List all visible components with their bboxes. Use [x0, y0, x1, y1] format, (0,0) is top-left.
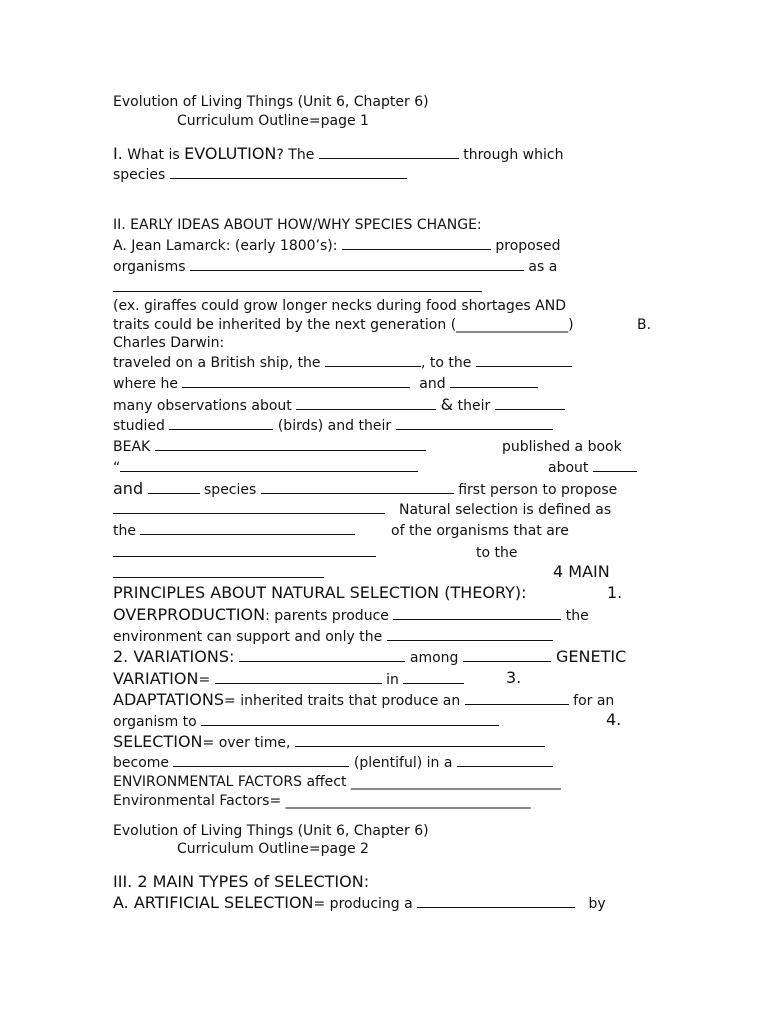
principle-number-3: 3.	[506, 668, 522, 687]
example-line-2: traits could be inherited by the next generation (________________)	[113, 317, 574, 333]
blank-field[interactable]	[201, 713, 499, 726]
text: and	[410, 376, 451, 392]
text: by	[584, 896, 606, 912]
propose-blank-line	[113, 501, 385, 519]
blank-line	[113, 565, 324, 583]
to-the-text: to the	[476, 545, 518, 561]
ampersand: &	[440, 395, 454, 414]
blank-field[interactable]	[120, 459, 418, 472]
origin-line	[113, 480, 617, 499]
blank-line	[113, 279, 482, 297]
blank-field[interactable]	[170, 166, 407, 179]
text: (birds) and their	[273, 418, 396, 434]
term-selection: SELECTION	[113, 732, 203, 751]
blank-field[interactable]	[495, 397, 565, 410]
blank-field[interactable]	[173, 754, 349, 767]
term-evolution: EVOLUTION	[184, 144, 277, 163]
term-variations: 2. VARIATIONS:	[113, 647, 240, 666]
organism-to-line	[113, 713, 499, 731]
definition-line	[113, 522, 355, 540]
text: = inherited traits that produce an	[224, 693, 465, 709]
blank-field[interactable]	[140, 522, 355, 535]
text: their	[453, 398, 495, 414]
blank-field[interactable]	[457, 754, 553, 767]
text: first person to propose	[453, 482, 618, 498]
principles-heading: PRINCIPLES ABOUT NATURAL SELECTION (THEORY):	[113, 583, 527, 602]
blank-field[interactable]	[342, 237, 491, 250]
env-factors-def-line: Environmental Factors= ___________________________________	[113, 793, 531, 809]
blank-field[interactable]	[295, 734, 545, 747]
text: organisms	[113, 259, 190, 275]
blank-field[interactable]	[463, 649, 551, 662]
text: , to the	[421, 355, 476, 371]
env-factors-line: ENVIRONMENTAL FACTORS affect ______________________________	[113, 774, 561, 790]
text: the	[113, 523, 141, 539]
text: where he	[113, 376, 183, 392]
blank-field[interactable]	[325, 354, 421, 367]
blank-field[interactable]	[417, 895, 575, 908]
principle-number-4: 4.	[606, 710, 622, 729]
blank-line	[113, 544, 376, 562]
observations-line	[113, 396, 565, 415]
blank-field[interactable]	[319, 146, 459, 159]
blank-field[interactable]	[215, 671, 382, 684]
text: the	[561, 608, 589, 624]
text: about	[548, 460, 593, 476]
term-overproduction: OVERPRODUCTION	[113, 605, 266, 624]
blank-field[interactable]	[396, 417, 553, 430]
term-genetic: GENETIC	[550, 647, 627, 666]
ns-defined-text: Natural selection is defined as	[399, 502, 612, 518]
blank-field[interactable]	[296, 397, 436, 410]
blank-field[interactable]	[155, 438, 426, 451]
text: and	[113, 479, 144, 498]
doc-subtitle-page-2: Curriculum Outline=page 2	[177, 841, 369, 857]
text: become	[113, 755, 174, 771]
blank-field[interactable]	[450, 375, 538, 388]
blank-field[interactable]	[182, 375, 410, 388]
traveled-line	[113, 354, 572, 372]
term-adaptations: ADAPTATIONS	[113, 690, 225, 709]
become-line	[113, 754, 553, 772]
blank-field[interactable]	[113, 279, 482, 292]
blank-field[interactable]	[113, 565, 324, 578]
section-2-heading: II. EARLY IDEAS ABOUT HOW/WHY SPECIES CHANGE:	[113, 217, 482, 233]
text: traveled on a British ship, the	[113, 355, 325, 371]
text	[575, 896, 584, 912]
text: species	[113, 167, 170, 183]
text: = producing a	[313, 896, 418, 912]
text: BEAK	[113, 439, 155, 455]
section-3-heading: III. 2 MAIN TYPES of SELECTION:	[113, 872, 370, 891]
example-line-1: (ex. giraffes could grow longer necks during food shortages AND	[113, 298, 567, 314]
text: ? The	[276, 147, 319, 163]
overproduction-line	[113, 606, 589, 625]
section-1-line-1	[113, 145, 563, 164]
environment-line	[113, 628, 553, 646]
doc-title: Evolution of Living Things (Unit 6, Chapter 6)	[113, 94, 429, 110]
text: studied	[113, 418, 170, 434]
quote-mark: “	[113, 460, 121, 476]
text: A. Jean Lamarck: (early 1800’s):	[113, 238, 342, 254]
text: in a	[422, 755, 457, 771]
blank-field[interactable]	[113, 544, 376, 557]
term-variation: VARIATION	[113, 669, 199, 688]
blank-field[interactable]	[465, 692, 569, 705]
blank-field[interactable]	[169, 417, 273, 430]
text: : parents produce	[265, 608, 394, 624]
beak-line	[113, 438, 426, 456]
blank-field[interactable]	[190, 258, 524, 271]
variations-line	[113, 648, 626, 667]
book-title-line	[113, 459, 418, 477]
blank-field[interactable]	[387, 628, 553, 641]
blank-field[interactable]	[593, 459, 637, 472]
where-he-line	[113, 375, 538, 393]
text: = over time,	[202, 735, 295, 751]
blank-field[interactable]	[261, 481, 454, 494]
text: environment can support and only the	[113, 629, 387, 645]
text: =	[198, 672, 215, 688]
blank-field[interactable]	[239, 649, 405, 662]
term-artificial-selection: A. ARTIFICIAL SELECTION	[113, 893, 314, 912]
section-1-line-2	[113, 166, 407, 184]
doc-title-page-2: Evolution of Living Things (Unit 6, Chapter 6)	[113, 823, 429, 839]
blank-field[interactable]	[148, 481, 200, 494]
text: in	[381, 672, 404, 688]
roman-numeral-1: I.	[113, 144, 123, 163]
adaptations-line	[113, 691, 614, 710]
blank-field[interactable]	[113, 501, 385, 514]
studied-line	[113, 417, 553, 435]
about-line	[548, 459, 637, 477]
organisms-line	[113, 258, 557, 276]
text: proposed	[490, 238, 561, 254]
four-main-text: 4 MAIN	[553, 562, 610, 581]
text: among	[405, 650, 463, 666]
lamarck-line	[113, 237, 561, 255]
artificial-selection-line	[113, 894, 606, 913]
text: as a	[523, 259, 558, 275]
variation-line	[113, 670, 464, 689]
text: species	[199, 482, 261, 498]
blank-field[interactable]	[393, 607, 561, 620]
section-b-label: B.	[637, 317, 652, 333]
blank-field[interactable]	[403, 671, 464, 684]
darwin-heading: Charles Darwin:	[113, 335, 225, 351]
text: through which	[458, 147, 564, 163]
text-plentiful: (plentiful)	[353, 755, 423, 771]
text: What is	[122, 147, 185, 163]
doc-subtitle: Curriculum Outline=page 1	[177, 113, 369, 129]
principle-number-1: 1.	[607, 583, 623, 602]
text: many observations about	[113, 398, 297, 414]
text: organism to	[113, 714, 202, 730]
selection-line	[113, 733, 545, 752]
blank-field[interactable]	[476, 354, 572, 367]
published-text: published a book	[502, 439, 622, 455]
text: for an	[568, 693, 615, 709]
of-organisms-text: of the organisms that are	[391, 523, 569, 539]
